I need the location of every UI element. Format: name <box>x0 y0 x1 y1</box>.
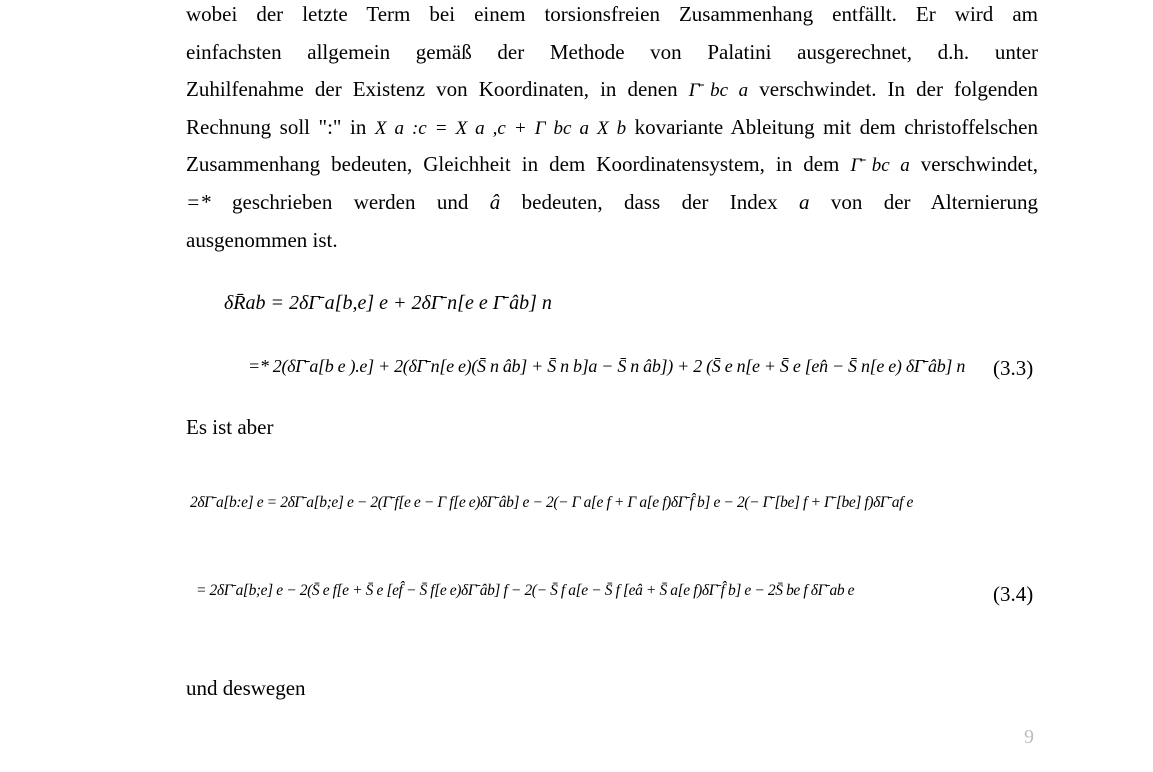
text-line-6b: bedeuten, dass der Index <box>521 189 778 214</box>
text-line-6a: geschrieben werden und <box>232 189 469 214</box>
text-line-5a: Zusammenhang bedeuten, Gleichheit in dem Koordinatensystem, in dem <box>186 152 840 177</box>
text-line-1: wobei der letzte Term bei einem torsionsfreien Zusammenhang entfällt. Er wird am <box>186 2 1038 26</box>
equation-3-4-line-2: = 2δΓ̄ a[b;e] e − 2(S̄ e f[e + S̄ e [ef̂ − S̄ f[e e)δΓ̄ âb] f − 2(− S̄ f a[e − S̄ f [eâ + S̄ a[e f)δΓ̄ f̂ b] e − 2S̄ be f δΓ̄ ab e <box>196 582 855 599</box>
text-line-5b: verschwindet, <box>920 152 1038 177</box>
text-line-3a: Zuhilfenahme der Existenz von Koordinaten, in denen <box>186 77 678 102</box>
text-line-6c: von der Alternierung <box>830 189 1038 214</box>
inline-math-gamma-bc-a-2: Γ̄ bc a <box>850 155 910 177</box>
text-line-3b: verschwindet. In der folgenden <box>759 77 1038 102</box>
text-line-4a: Rechnung soll ":" in <box>186 114 367 139</box>
inline-math-gamma-bc-a: Γ̄ bc a <box>688 80 749 102</box>
page-number: 9 <box>1024 726 1034 748</box>
text-line-2: einfachsten allgemein gemäß der Methode von Palatini ausgerechnet, d.h. unter <box>186 39 1038 64</box>
equation-3-3-line-1: δR̄ab = 2δΓ̄ a[b,e] e + 2δΓ̄ n[e e Γ̄ âb] n <box>224 292 552 314</box>
inline-math-a: a <box>798 189 810 214</box>
text-line-4 <box>186 109 1038 147</box>
inline-math-covariant-derivative: X a :c = X a ,c + Γ bc a X b <box>374 117 627 139</box>
text-line-3 <box>186 71 1038 109</box>
inline-math-star-equals: =* <box>186 189 211 214</box>
inline-math-a-hat: â <box>489 189 501 214</box>
equation-number-3-3: (3.3) <box>993 356 1034 380</box>
text-line-4b: kovariante Ableitung mit dem christoffelschen <box>634 114 1038 139</box>
text-es-ist-aber: Es ist aber <box>186 415 274 439</box>
equation-number-3-4: (3.4) <box>993 582 1034 606</box>
equation-3-3-line-2: =* 2(δΓ̄ a[b e ).e] + 2(δΓ̄ n[e e)(S̄ n âb] + S̄ n b]a − S̄ n âb]) + 2 (S̄ e n[e + S̄ e [en̂ − S̄ n[e e) δΓ̄ âb] n <box>248 356 966 376</box>
text-line-6 <box>186 184 1038 222</box>
equation-3-4-line-1: 2δΓ̄ a[b:e] e = 2δΓ̄ a[b;e] e − 2(Γ̄ f[e e − Γ f[e e)δΓ̄ âb] e − 2(− Γ a[e f + Γ a[e f)δΓ̄ f̂ b] e − 2(− Γ̄ [be] f + Γ̄ [be] f)δΓ̄ af e <box>190 494 914 511</box>
text-line-5 <box>186 146 1038 184</box>
text-line-7: ausgenommen ist. <box>186 227 338 252</box>
text-und-deswegen: und deswegen <box>186 676 306 700</box>
paragraph-intro <box>186 0 1038 259</box>
